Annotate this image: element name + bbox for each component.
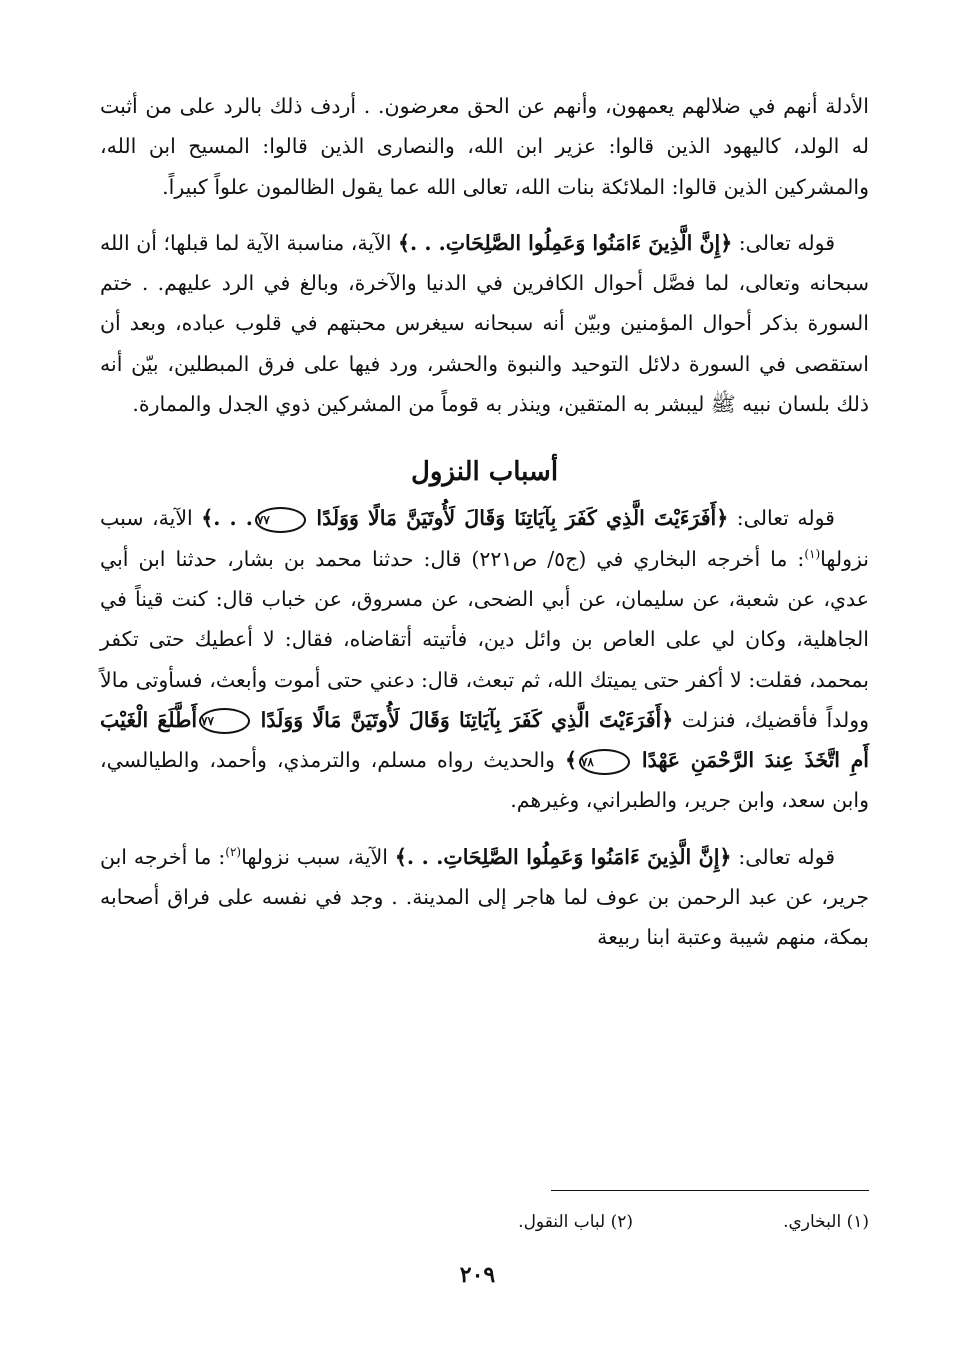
quran-verse: ﴿أَفَرَءَيْتَ الَّذِي كَفَرَ بِآيَاتِنَا وَقَالَ لَأُوتَيَنَّ مَالًا وَوَلَدًا bbox=[260, 707, 674, 732]
quran-verse: ﴿أَفَرَءَيْتَ الَّذِي كَفَرَ بِآيَاتِنَا وَقَالَ لَأُوتَيَنَّ مَالًا وَوَلَدًا bbox=[316, 506, 729, 531]
quran-verse-end: ﴾ bbox=[564, 748, 577, 773]
page-number: ٢٠٩ bbox=[459, 1262, 496, 1288]
paragraph-4-text: الآية، سبب نزولها bbox=[241, 844, 395, 869]
footnote-divider bbox=[551, 1190, 869, 1191]
quran-verse: ﴿إِنَّ الَّذِينَ ءَامَنُوا وَعَمِلُوا الصَّلِحَاتِ. . .﴾ bbox=[398, 230, 733, 255]
paragraph-3 bbox=[100, 498, 869, 820]
main-text bbox=[100, 86, 869, 958]
section-heading: أسباب النزول bbox=[410, 457, 559, 488]
paragraph-2-text: الآية، مناسبة الآية لما قبلها؛ أن الله سبحانه وتعالى، لما فصَّل أحوال الكافرين في الدنيا والآخرة، وبالغ في الرد عليهم. . ختم السورة بذكر أحوال المؤمنين وبيّن أنه سبحانه سيغرس محبتهم في قلوب عباده، وبعد أن استقصى في السورة دلائل التوحيد والنبوة والحشر، ورد فيها على فرق المبطلين، بيّن أنه ذلك بلسان نبيه ﷺ ليبشر به المتقين، وينذر به قوماً من المشركين ذوي الجدل والممارة. bbox=[100, 230, 869, 417]
ayah-number-marker: ٧٧ bbox=[199, 708, 250, 734]
ayah-number-marker: ٧٨ bbox=[579, 749, 630, 775]
paragraph-4-lead: قوله تعالى: bbox=[731, 844, 835, 869]
quran-verse: أَطَّلَعَ الْغَيْبَ أَمِ اتَّخَذَ عِندَ الرَّحْمَنِ عَهْدًا bbox=[100, 707, 869, 773]
paragraph-3-sources: والحديث رواه مسلم، والترمذي، وأحمد، والطيالسي، وابن سعد، وابن جرير، والطبراني، وغيرهم. bbox=[100, 748, 869, 813]
paragraph-1-text: الأدلة أنهم في ضلالهم يعمهون، وأنهم عن الحق معرضون. . أردف ذلك بالرد على من أثبت له الولد، كاليهود الذين قالوا: عزير ابن الله، والنصارى الذين قالوا: المسيح ابن الله، والمشركين الذين قالوا: الملائكة بنات الله، تعالى الله عما يقول الظالمون علواً كبيراً. bbox=[100, 94, 870, 199]
paragraph-4 bbox=[100, 837, 869, 958]
paragraph-3-hadith: : ما أخرجه البخاري في (ج٥/ ص٢٢١) قال: حدثنا محمد بن بشار، حدثنا ابن أبي عدي، عن شعبة، عن سليمان، عن أبي الضحى، عن مسروق، عن خباب قال: كنت قيناً في الجاهلية، وكان لي على العاص بن وائل دين، فأتيته أتقاضاه، فقال: لا أعطيك حتى تكفر بمحمد، فقلت: لا أكفر حتى يميتك الله، ثم تبعث، قال: دعني حتى أموت وأبعث، فسأوتى مالاً وولداً فأقضيك، فنزلت bbox=[100, 546, 869, 732]
footnote-2: (٢) لباب النقول. bbox=[518, 1212, 634, 1232]
footnotes bbox=[100, 1208, 869, 1236]
quran-verse-end: . . .﴾ bbox=[201, 506, 253, 531]
paragraph-4-rest: : ما أخرجه ابن جرير، عن عبد الرحمن بن عوف لما هاجر إلى المدينة. . وجد في نفسه على فراق أصحابه بمكة، منهم شيبة وعتبة ابنا ربيعة bbox=[100, 844, 869, 950]
footnote-ref: (١) bbox=[804, 546, 821, 561]
ayah-number-marker: ٧٧ bbox=[255, 507, 306, 533]
paragraph-2 bbox=[100, 223, 869, 424]
paragraph-1 bbox=[100, 86, 869, 207]
quran-verse: ﴿إِنَّ الَّذِينَ ءَامَنُوا وَعَمِلُوا الصَّلِحَاتِ. . .﴾ bbox=[394, 844, 732, 869]
footnote-ref: (٢) bbox=[225, 844, 242, 859]
footnote-1: (١) البخاري. bbox=[783, 1212, 869, 1232]
paragraph-3-text: الآية، سبب نزولها bbox=[100, 506, 869, 571]
paragraph-3-lead: قوله تعالى: bbox=[728, 506, 835, 531]
paragraph-2-lead: قوله تعالى: bbox=[732, 230, 835, 255]
